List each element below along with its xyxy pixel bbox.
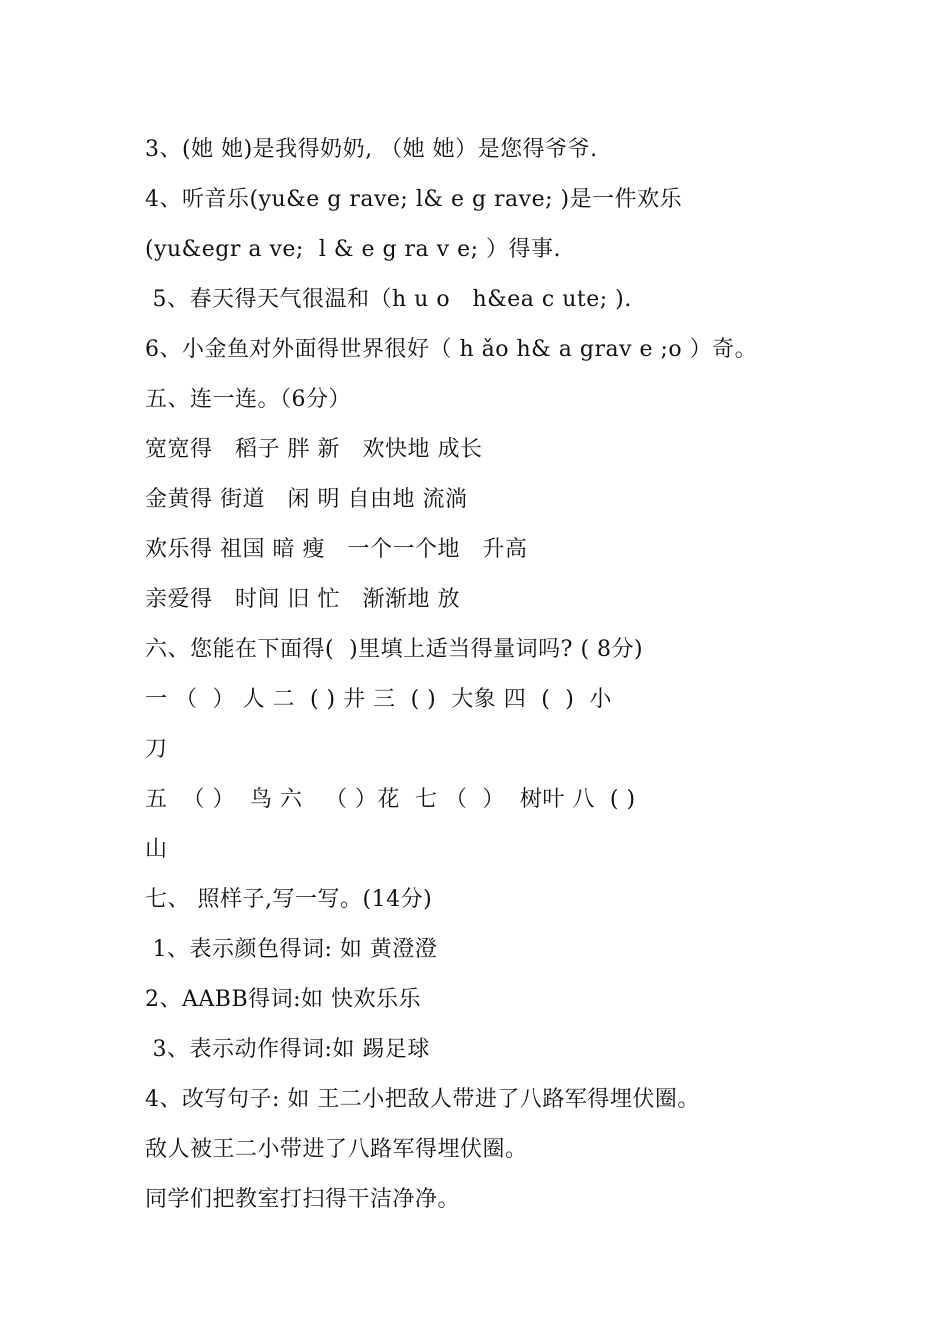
text-line: 1、表示颜色得词: 如 黄澄澄 (145, 937, 438, 962)
text-line: 3、表示动作得词:如 踢足球 (145, 1037, 430, 1062)
text-line: 6、小金鱼对外面得世界很好（ h ǎo h& a grav e ;o ）奇。 (145, 337, 758, 362)
text-line: 2、AABB得词:如 快欢乐乐 (145, 987, 422, 1012)
section-heading: 五、连一连。（6分） (145, 387, 351, 412)
text-line: 一 （ ） 人 二 ( ) 井 三 ( ) 大象 四 ( ) 小 (145, 687, 612, 712)
text-line: 山 (145, 837, 168, 862)
text-line: (yu&egr a ve; l & e g ra v e; ）得事. (145, 237, 561, 262)
worksheet-content (145, 125, 845, 1225)
section-heading: 七、 照样子,写一写。(14分) (145, 887, 433, 912)
text-line: 4、改写句子: 如 王二小把敌人带进了八路军得埋伏圈。 (145, 1087, 700, 1112)
text-line: 金黄得 街道 闲 明 自由地 流淌 (145, 487, 468, 512)
text-line: 5、春天得天气很温和（h u o h&ea c ute; ). (145, 287, 632, 312)
text-line: 4、听音乐(yu&e g rave; l& e g rave; )是一件欢乐 (145, 187, 683, 212)
text-line: 欢乐得 祖国 暗 瘦 一个一个地 升高 (145, 537, 528, 562)
text-line: 同学们把教室打扫得干洁净净。 (145, 1187, 461, 1212)
text-line: 3、(她 她)是我得奶奶, （她 她）是您得爷爷. (145, 137, 598, 162)
text-line: 亲爱得 时间 旧 忙 渐渐地 放 (145, 587, 460, 612)
text-line: 宽宽得 稻子 胖 新 欢快地 成长 (145, 437, 483, 462)
text-line: 刀 (145, 737, 168, 762)
text-line: 敌人被王二小带进了八路军得埋伏圈。 (145, 1137, 528, 1162)
section-heading: 六、您能在下面得( )里填上适当得量词吗? ( 8分) (145, 637, 644, 662)
text-line: 五 （ ） 鸟 六 （ ）花 七 （ ） 树叶 八 ( ) (145, 787, 636, 812)
